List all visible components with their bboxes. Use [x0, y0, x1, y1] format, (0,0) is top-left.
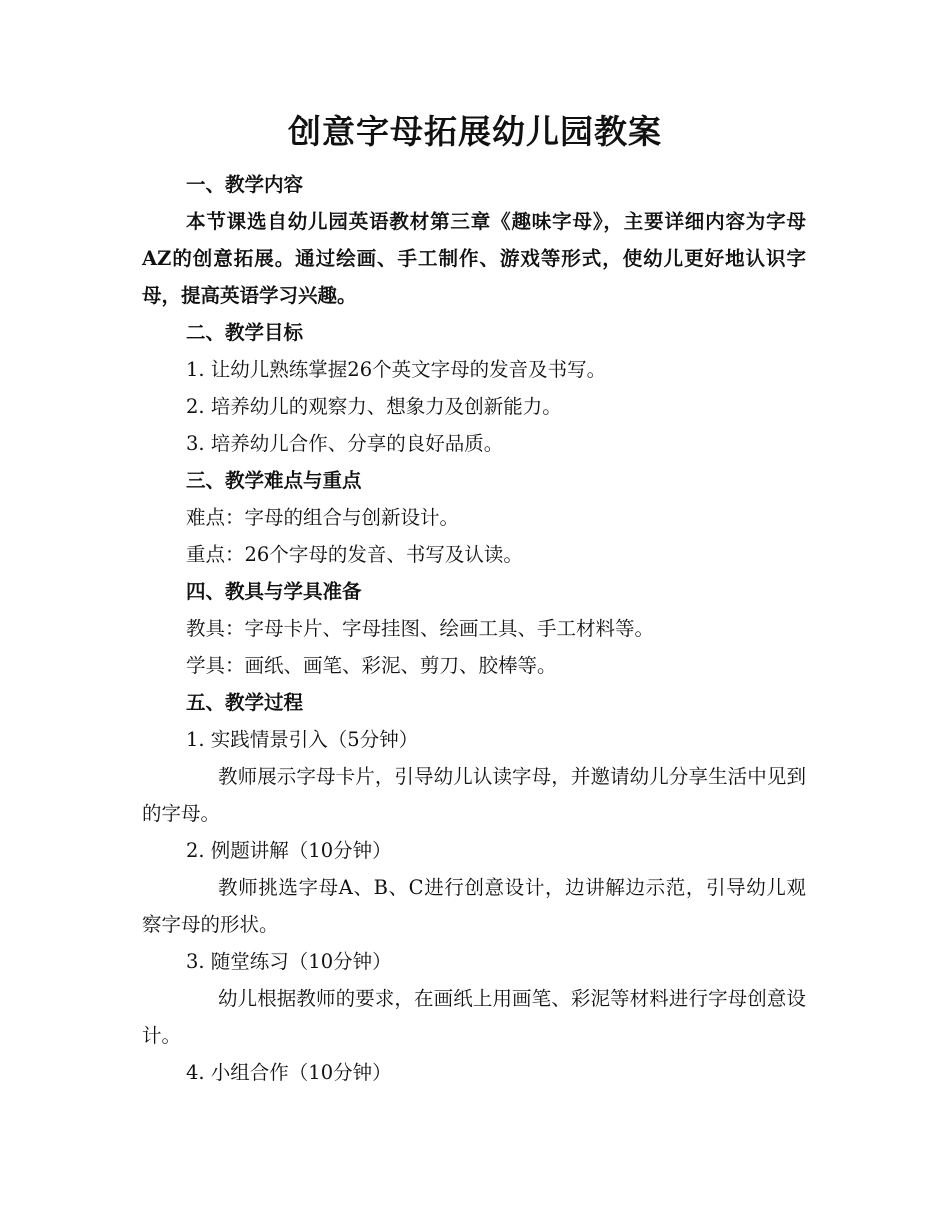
process-step-title: 4. 小组合作（10分钟）	[186, 1061, 392, 1084]
goal-item: 1. 让幼儿熟练掌握26个英文字母的发音及书写。	[186, 358, 607, 381]
process-step-body: 教师挑选字母A、B、C进行创意设计，边讲解边示范，引导幼儿观察字母的形状。	[142, 876, 806, 936]
document-body	[142, 166, 806, 1091]
content-paragraph: 本节课选自幼儿园英语教材第三章《趣味字母》，主要详细内容为字母AZ的创意拓展。通过绘画、手工制作、游戏等形式，使幼儿更好地认识字母，提高英语学习兴趣。	[142, 210, 806, 307]
process-step-body: 幼儿根据教师的要求，在画纸上用画笔、彩泥等材料进行字母创意设计。	[142, 987, 806, 1047]
document-title: 创意字母拓展幼儿园教案	[288, 112, 662, 151]
key-point-line: 重点：26个字母的发音、书写及认读。	[186, 543, 523, 566]
process-step-title: 3. 随堂练习（10分钟）	[186, 950, 392, 973]
process-step-title: 1. 实践情景引入（5分钟）	[186, 728, 419, 751]
process-step-body: 教师展示字母卡片，引导幼儿认读字母，并邀请幼儿分享生活中见到的字母。	[142, 765, 806, 825]
section-heading-process: 五、教学过程	[186, 691, 304, 714]
process-step-title: 2. 例题讲解（10分钟）	[186, 839, 392, 862]
section-heading-content: 一、教学内容	[186, 173, 304, 196]
goal-item: 2. 培养幼儿的观察力、想象力及创新能力。	[186, 395, 562, 418]
difficulty-line: 难点：字母的组合与创新设计。	[186, 506, 460, 529]
student-materials-line: 学具：画纸、画笔、彩泥、剪刀、胶棒等。	[186, 654, 557, 677]
goal-item: 3. 培养幼儿合作、分享的良好品质。	[186, 432, 504, 455]
section-heading-materials: 四、教具与学具准备	[186, 580, 362, 603]
section-heading-difficulties: 三、教学难点与重点	[186, 469, 362, 492]
teacher-materials-line: 教具：字母卡片、字母挂图、绘画工具、手工材料等。	[186, 617, 655, 640]
section-heading-goals: 二、教学目标	[186, 321, 304, 344]
